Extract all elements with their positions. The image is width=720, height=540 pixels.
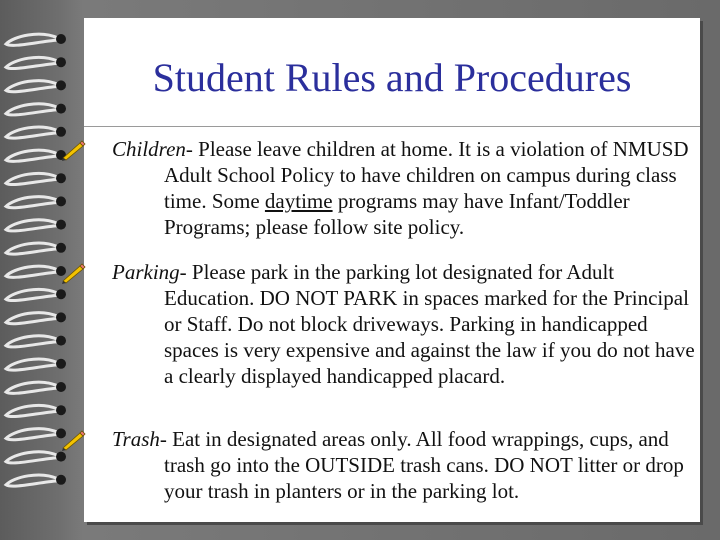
spiral-ring-icon: [6, 313, 58, 324]
spiral-ring-icon: [6, 127, 58, 138]
spiral-ring-icon: [6, 34, 58, 45]
spiral-ring-icon: [6, 243, 58, 254]
spiral-ring-icon: [6, 173, 58, 184]
rule-body: - Please park in the parking lot designated for Adult Education. DO NOT PARK in spaces marked for the Principal or Staff. Do not block driveways. Parking in handicapped spaces is very expensive and against the law if you do not have a clearly displayed handicapped placard.: [164, 260, 695, 388]
rule-children: [60, 136, 700, 240]
rule-body: - Eat in designated areas only. All food wrappings, cups, and trash go into the OUTSIDE trash cans. DO NOT litter or drop your trash in planters or in the parking lot.: [159, 427, 684, 503]
rule-term: Children: [112, 137, 186, 161]
rule-body-end: programs may have Infant/Toddler Programs; please follow site policy.: [164, 189, 630, 239]
binding-hole: [56, 34, 66, 44]
spiral-ring-icon: [6, 266, 58, 277]
rule-text: [112, 259, 700, 389]
spiral-ring-icon: [6, 382, 58, 393]
spiral-ring-icon: [6, 289, 58, 300]
binding-hole: [56, 57, 66, 67]
title-divider: [84, 126, 700, 127]
page-title: Student Rules and Procedures: [152, 55, 632, 100]
binding-hole: [56, 104, 66, 114]
binding-hole: [56, 243, 66, 253]
rule-text: [112, 136, 700, 240]
rule-trash: [60, 426, 700, 504]
spiral-ring-icon: [6, 475, 58, 486]
spiral-ring-icon: [6, 81, 58, 92]
rule-term: Trash: [112, 427, 160, 451]
rule-body: - Please leave children at home. It is a violation of NMUSD Adult School Policy to have children on campus during class time. Some: [164, 137, 689, 213]
pencil-icon: [60, 429, 86, 451]
spiral-ring-icon: [6, 452, 58, 463]
spiral-ring-icon: [6, 405, 58, 416]
binding-hole: [56, 80, 66, 90]
spiral-ring-icon: [6, 336, 58, 347]
spiral-ring-icon: [6, 220, 58, 231]
spiral-ring-icon: [6, 150, 58, 161]
spiral-ring-icon: [6, 359, 58, 370]
pencil-icon: [60, 139, 86, 161]
rule-text: [112, 426, 700, 504]
spiral-ring-icon: [6, 57, 58, 68]
rule-parking: [60, 259, 700, 389]
rule-underlined: daytime: [264, 189, 333, 213]
spiral-ring-icon: [6, 104, 58, 115]
spiral-ring-icon: [6, 429, 58, 440]
spiral-ring-icon: [6, 197, 58, 208]
binding-hole: [56, 405, 66, 415]
rule-term: Parking: [112, 260, 180, 284]
pencil-icon: [60, 262, 86, 284]
